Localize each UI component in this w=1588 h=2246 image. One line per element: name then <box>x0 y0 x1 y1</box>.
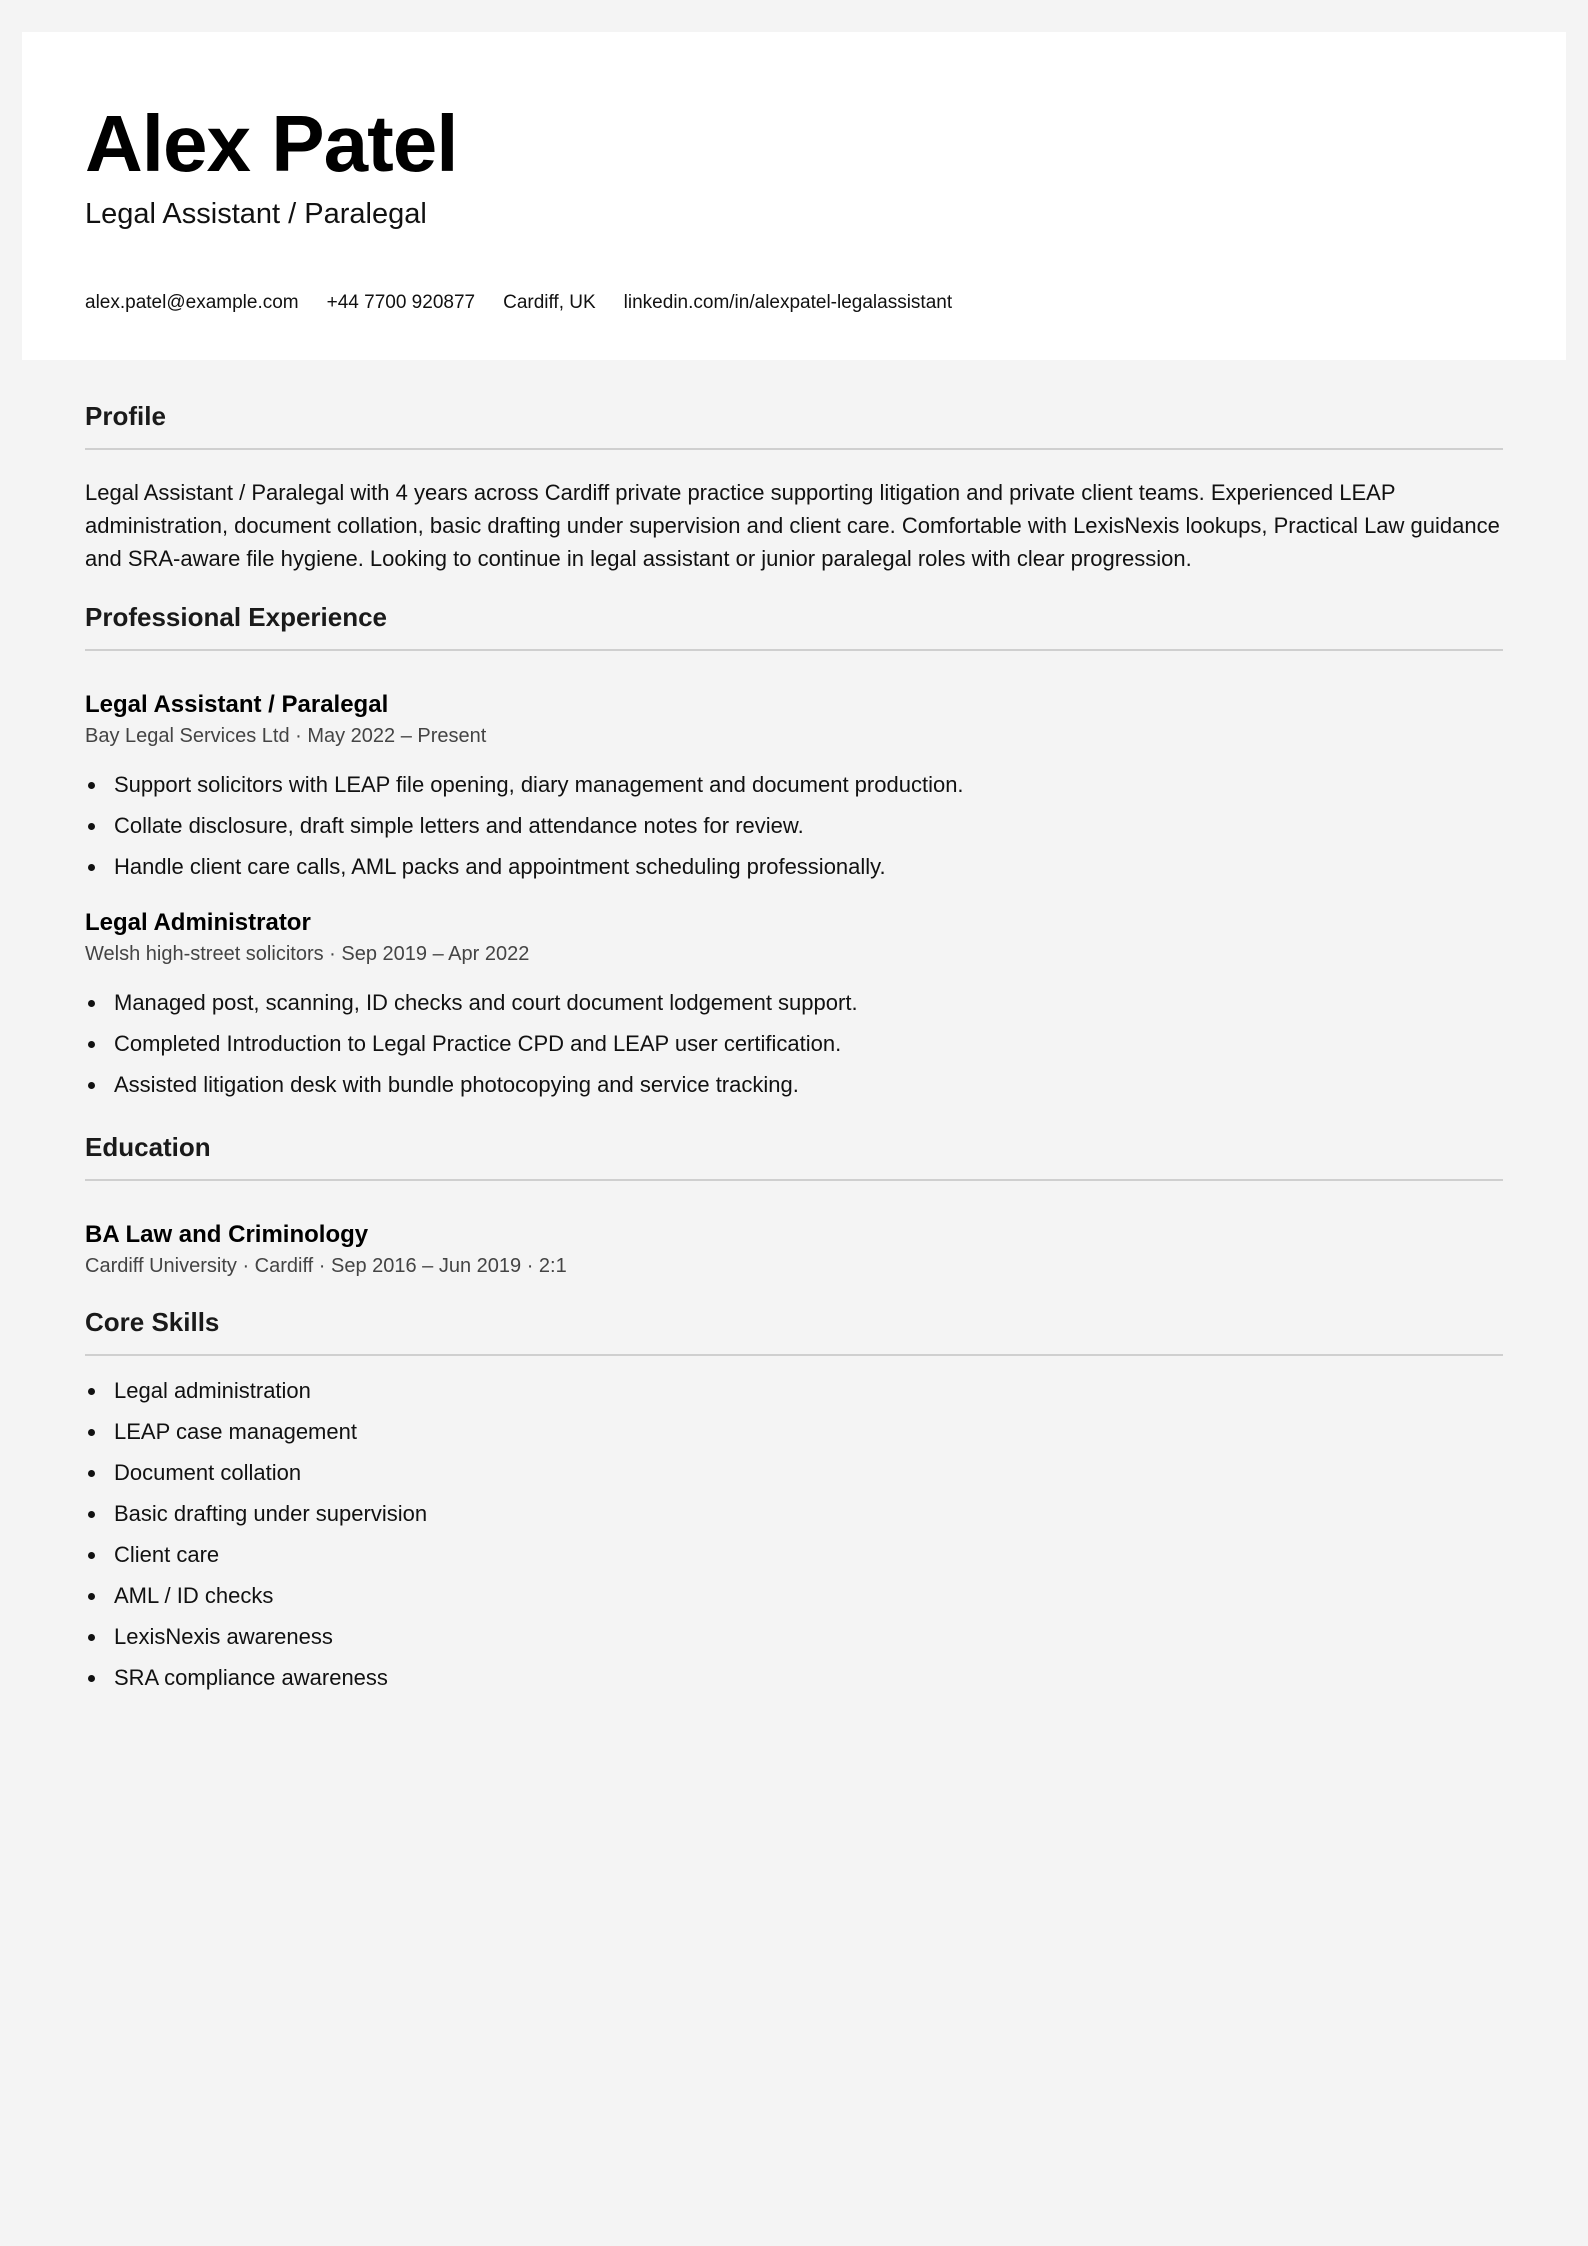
job-entry <box>85 907 1503 1105</box>
skills-section <box>85 1306 1503 1698</box>
degree-title: BA Law and Criminology <box>85 1220 369 1248</box>
list-item: Document collation <box>85 1452 1503 1493</box>
list-item: Client care <box>85 1534 1503 1575</box>
list-item: Collate disclosure, draft simple letters and attendance notes for review. <box>85 805 1503 846</box>
contact-location: Cardiff, UK <box>503 292 596 313</box>
list-item: LEAP case management <box>85 1411 1503 1452</box>
contact-info <box>85 291 952 316</box>
education-section <box>85 1131 1503 1280</box>
profile-section <box>85 400 1503 575</box>
contact-email[interactable]: alex.patel@example.com <box>85 292 299 313</box>
section-title-profile: Profile <box>85 400 1503 450</box>
candidate-role: Legal Assistant / Paralegal <box>85 198 427 230</box>
job-meta: Welsh high-street solicitors · Sep 2019 – Apr 2022 <box>85 942 530 965</box>
contact-linkedin[interactable]: linkedin.com/in/alexpatel-legalassistant <box>623 292 953 313</box>
list-item: Managed post, scanning, ID checks and court document lodgement support. <box>85 982 1503 1023</box>
experience-section <box>85 601 1503 1105</box>
skills-list <box>85 1370 1503 1698</box>
job-bullets <box>85 764 1503 887</box>
list-item: AML / ID checks <box>85 1575 1503 1616</box>
job-meta: Bay Legal Services Ltd · May 2022 – Present <box>85 724 487 747</box>
section-title-experience: Professional Experience <box>85 601 1503 651</box>
section-title-skills: Core Skills <box>85 1306 1503 1356</box>
resume-body <box>85 400 1503 1698</box>
list-item: Assisted litigation desk with bundle photocopying and service tracking. <box>85 1064 1503 1105</box>
list-item: Handle client care calls, AML packs and appointment scheduling professionally. <box>85 846 1503 887</box>
contact-phone[interactable]: +44 7700 920877 <box>326 292 476 313</box>
candidate-name: Alex Patel <box>85 99 458 188</box>
job-entry <box>85 689 1503 887</box>
list-item: LexisNexis awareness <box>85 1616 1503 1657</box>
job-title: Legal Assistant / Paralegal <box>85 690 389 718</box>
degree-meta: Cardiff University · Cardiff · Sep 2016 – Jun 2019 · 2:1 <box>85 1254 567 1277</box>
list-item: Legal administration <box>85 1370 1503 1411</box>
list-item: Completed Introduction to Legal Practice CPD and LEAP user certification. <box>85 1023 1503 1064</box>
resume-header <box>22 32 1566 360</box>
job-bullets <box>85 982 1503 1105</box>
section-title-education: Education <box>85 1131 1503 1181</box>
profile-text: Legal Assistant / Paralegal with 4 years across Cardiff private practice supporting litigation and private client teams. Experienced LEAP administration, document collation, basic drafting under supervision and client care. Comfortable with LexisNexis lookups, Practical Law guidance and SRA-aware file hygiene. Looking to continue in legal assistant or junior paralegal roles with clear progression. <box>85 479 1500 571</box>
list-item: Support solicitors with LEAP file opening, diary management and document production. <box>85 764 1503 805</box>
list-item: SRA compliance awareness <box>85 1657 1503 1698</box>
education-entry <box>85 1219 1503 1280</box>
list-item: Basic drafting under supervision <box>85 1493 1503 1534</box>
job-title: Legal Administrator <box>85 908 311 936</box>
